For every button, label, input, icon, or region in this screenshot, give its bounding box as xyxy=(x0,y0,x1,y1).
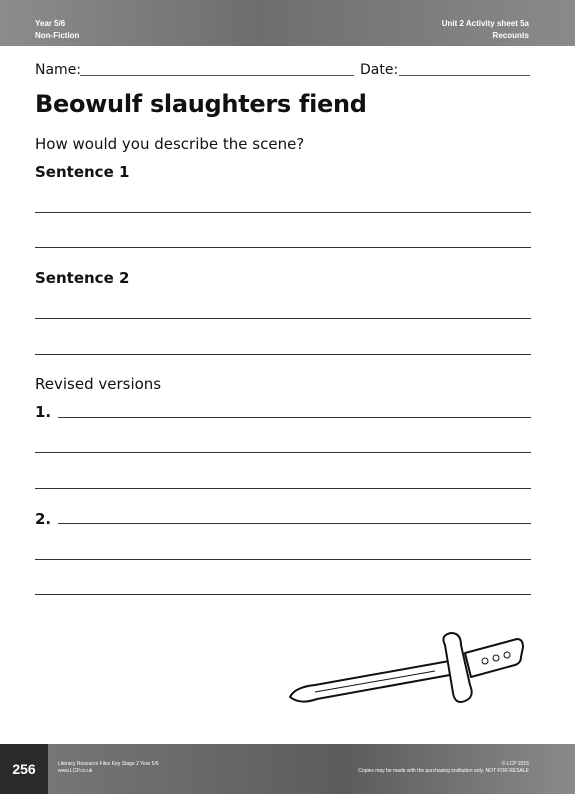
subject-label: Non-Fiction xyxy=(35,31,80,40)
revised-2-number: 2. xyxy=(35,510,52,528)
date-field[interactable] xyxy=(399,75,530,76)
name-field[interactable] xyxy=(80,75,354,76)
revised-1-line-2[interactable] xyxy=(35,452,531,453)
date-label: Date: xyxy=(360,62,399,78)
revised-1-line-3[interactable] xyxy=(35,488,531,489)
year-label: Year 5/6 xyxy=(35,19,66,28)
sentence-1-line-1[interactable] xyxy=(35,212,531,213)
copy-notice: Copies may be made with the purchasing institution only. NOT FOR RESALE xyxy=(358,768,529,774)
page-number: 256 xyxy=(0,744,48,794)
website-link[interactable]: www.LCP.co.uk xyxy=(58,768,93,774)
topic-label: Recounts xyxy=(492,31,529,40)
name-label: Name: xyxy=(35,62,82,78)
unit-label: Unit 2 Activity sheet 5a xyxy=(441,19,529,28)
page-footer xyxy=(0,744,575,794)
revised-2-line-3[interactable] xyxy=(35,594,531,595)
header-right xyxy=(442,18,529,42)
revised-2-line-1[interactable] xyxy=(58,523,531,524)
copyright-text: © LCP 2015 xyxy=(501,761,529,767)
footer-right xyxy=(358,761,529,775)
sentence-1-line-2[interactable] xyxy=(35,247,531,248)
sentence-2-line-2[interactable] xyxy=(35,354,531,355)
sentence-1-heading: Sentence 1 xyxy=(35,163,130,181)
page-title: Beowulf slaughters fiend xyxy=(35,90,367,118)
question-prompt: How would you describe the scene? xyxy=(35,135,305,153)
page-header xyxy=(0,0,575,46)
header-left xyxy=(35,18,79,42)
revised-1-line-1[interactable] xyxy=(58,417,531,418)
revised-2-line-2[interactable] xyxy=(35,559,531,560)
sentence-2-heading: Sentence 2 xyxy=(35,269,130,287)
sword-icon xyxy=(285,625,525,715)
sentence-2-line-1[interactable] xyxy=(35,318,531,319)
footer-left xyxy=(58,761,159,775)
revised-versions-heading: Revised versions xyxy=(35,375,162,393)
publisher-line: Literacy Resource Files Key Stage 2 Year 5/6 xyxy=(58,761,159,767)
revised-1-number: 1. xyxy=(35,403,52,421)
